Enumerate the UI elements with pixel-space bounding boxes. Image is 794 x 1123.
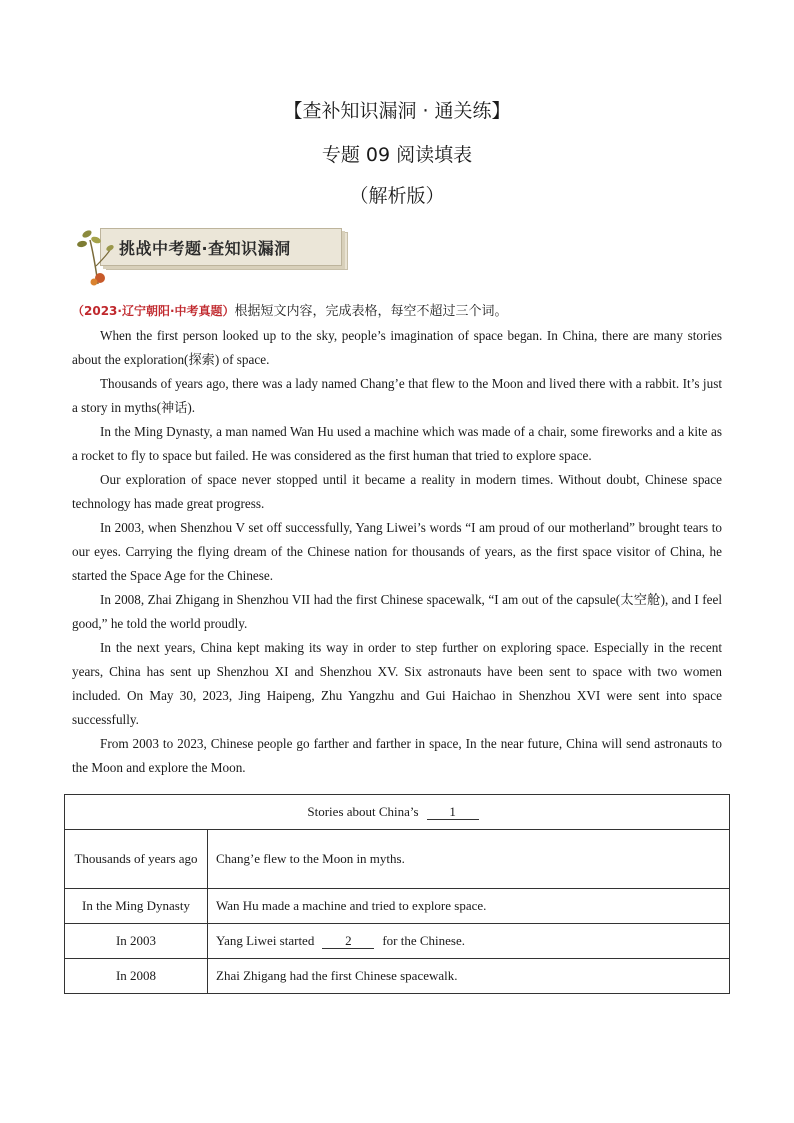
exam-source-tag: （2023·辽宁朝阳·中考真题） (72, 304, 235, 318)
section-banner (76, 226, 352, 286)
banner-card (100, 228, 342, 266)
story-cell (208, 924, 730, 959)
table-row (65, 959, 730, 994)
answer-blank-2[interactable]: 2 (322, 934, 374, 949)
time-cell: Thousands of years ago (65, 830, 208, 889)
table-row (65, 924, 730, 959)
time-cell: In the Ming Dynasty (65, 889, 208, 924)
reading-passage (72, 324, 722, 780)
passage-paragraph: In the Ming Dynasty, a man named Wan Hu used a machine which was made of a chair, some fireworks and a kite as a rocket to fly to space but failed. He was considered as the first human that tried to explore space. (72, 424, 722, 463)
answer-blank-1[interactable]: 1 (427, 805, 479, 820)
fill-in-table (64, 794, 730, 994)
passage-paragraph: In the next years, China kept making its way in order to step further on exploring space. Especially in the recent years, China has sent up Shenzhou XI and Shenzhou XV. Six astronauts have been sent to space with two women included. On May 30, 2023, Jing Haipeng, Zhu Yangzhu and Gui Haichao in Shenzhou XVI were sent into space successfully. (72, 640, 722, 727)
page-title: 【查补知识漏洞 · 通关练】 (283, 100, 511, 122)
table-header-text: Stories about China’s (307, 804, 419, 819)
story-cell: Zhai Zhigang had the first Chinese spacewalk. (208, 959, 730, 994)
table-header-cell (65, 795, 730, 830)
story-cell: Wan Hu made a machine and tried to explore space. (208, 889, 730, 924)
story-text-before: Yang Liwei started (216, 933, 315, 948)
passage-paragraph: Our exploration of space never stopped until it became a reality in modern times. Without doubt, Chinese space technology has made great progress. (72, 472, 722, 511)
topic-title: 专题 09 阅读填表 (321, 144, 473, 166)
table-header-row (65, 795, 730, 830)
question-source (72, 300, 508, 319)
table-row (65, 830, 730, 889)
story-cell: Chang’e flew to the Moon in myths. (208, 830, 730, 889)
instruction-text: 根据短文内容，完成表格，每空不超过三个词。 (234, 304, 508, 319)
passage-paragraph: Thousands of years ago, there was a lady named Chang’e that flew to the Moon and lived there with a rabbit. It’s just a story in myths(神话). (72, 376, 722, 415)
story-text-after: for the Chinese. (382, 933, 466, 948)
table-row (65, 889, 730, 924)
passage-paragraph: From 2003 to 2023, Chinese people go farther and farther in space, In the near future, China will send astronauts to the Moon and explore the Moon. (72, 736, 722, 775)
passage-paragraph: In 2008, Zhai Zhigang in Shenzhou VII had the first Chinese spacewalk, “I am out of the capsule(太空舱), and I feel good,” he told the world proudly. (72, 592, 722, 631)
ginseng-plant-icon (76, 226, 116, 288)
time-cell: In 2003 (65, 924, 208, 959)
passage-paragraph: When the first person looked up to the sky, people’s imagination of space began. In China, there are many stories about the exploration(探索) of space. (72, 328, 722, 367)
banner-label: 挑战中考题·查知识漏洞 (119, 239, 291, 258)
time-cell: In 2008 (65, 959, 208, 994)
passage-paragraph: In 2003, when Shenzhou V set off successfully, Yang Liwei’s words “I am proud of our motherland” brought tears to our eyes. Carrying the flying dream of the Chinese nation for thousands of years, as the first space visitor of China, he started the Space Age for the Chinese. (72, 520, 722, 583)
edition-subtitle: （解析版） (349, 185, 445, 207)
